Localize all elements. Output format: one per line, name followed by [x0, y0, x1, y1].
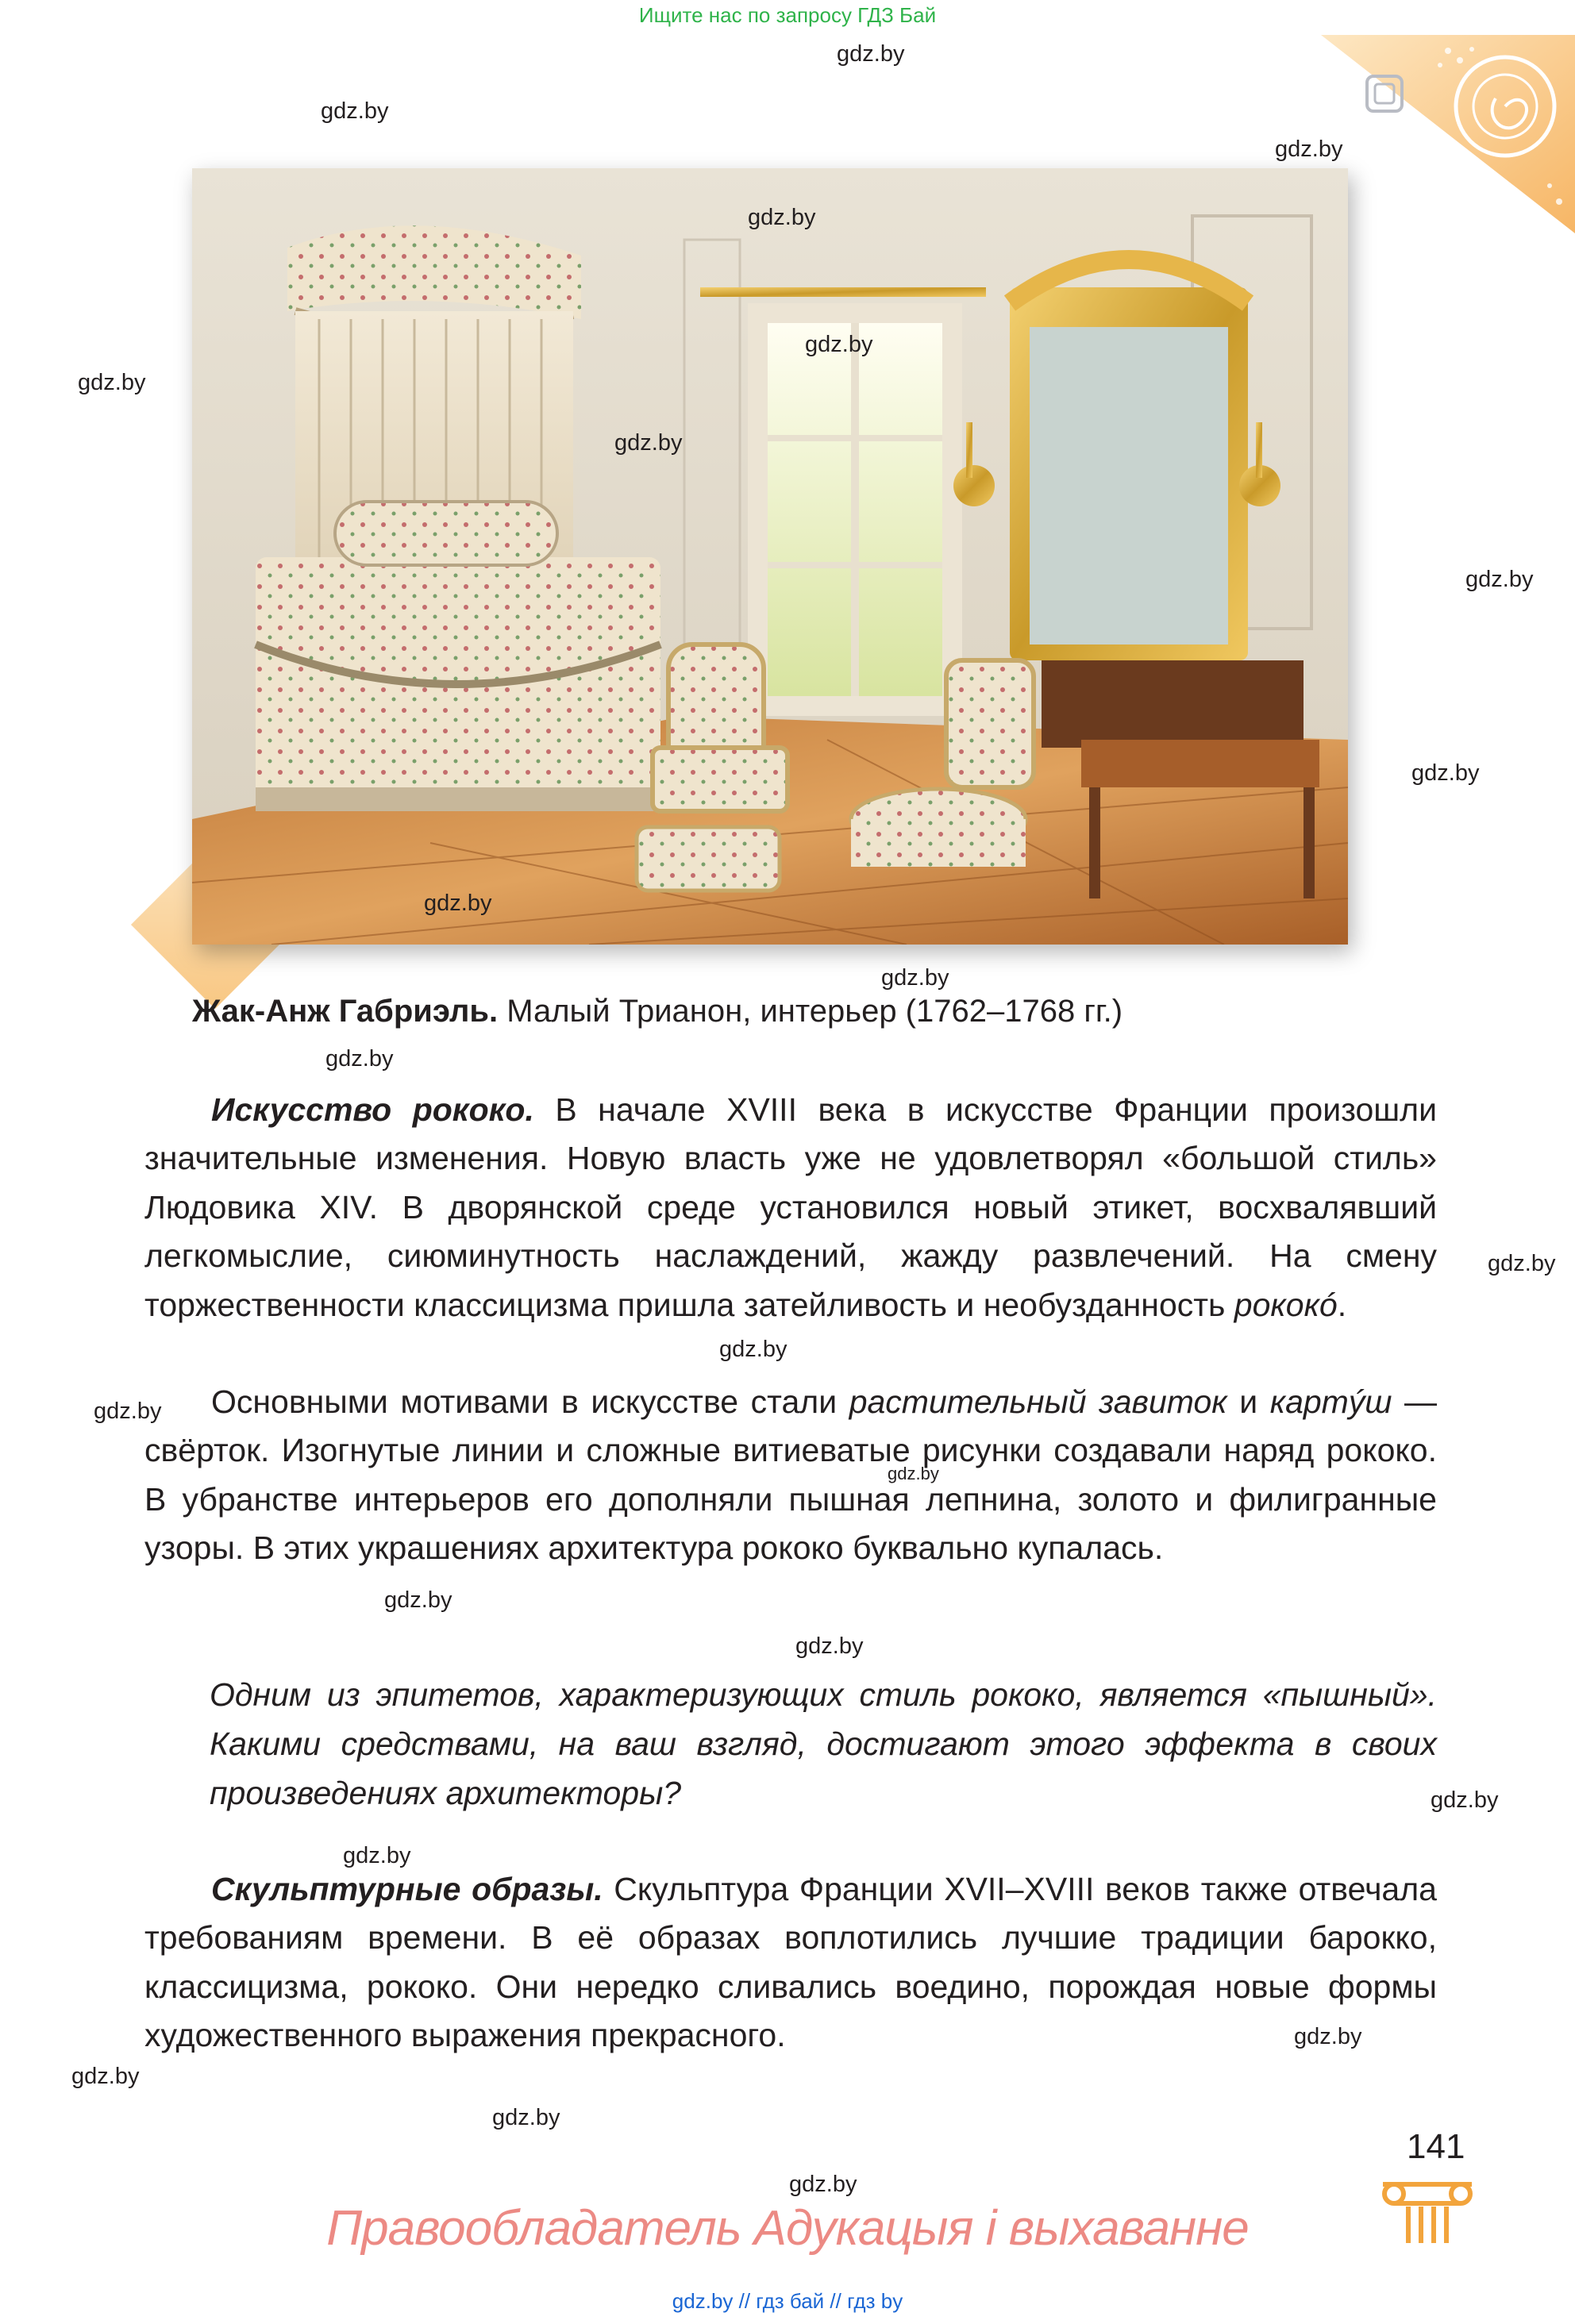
paragraph-text: В начале XVIII века в искусстве Франции произошли значительные изменения. Новую власть уже не удовлетворял «большой стиль» Людовика XIV. В дворянской среде установился новый этикет, восхвалявший легкомыслие, сиюминутность наслаждений, жажду развлечений. На смену торжественности классицизма пришла затейливость и необузданность: [144, 1091, 1437, 1323]
paragraph-text: Скульптура Франции XVII–XVIII веков также отвечала требованиям времени. В её образах воплотились лучшие традиции барокко, классицизма, рококо. Они нередко сливались воедино, порождая новые формы художественного выражения прекрасного.: [144, 1871, 1437, 2054]
watermark: gdz.by: [805, 332, 873, 357]
watermark: gdz.by: [888, 1464, 939, 1483]
copyright-notice: Правообладатель Адукацыя і выхаванне: [326, 2201, 1249, 2256]
watermark: gdz.by: [795, 1633, 864, 1659]
watermark: gdz.by: [321, 98, 389, 124]
footer-links[interactable]: gdz.by // гдз бай // гдз by: [672, 2289, 903, 2313]
page-number: 141: [1407, 2127, 1465, 2166]
term-plant-curl: растительный завиток: [849, 1383, 1227, 1420]
section-heading-rococo: Искусство рококо.: [211, 1091, 534, 1128]
paragraph-text: Основными мотивами в искусстве стали: [211, 1383, 838, 1420]
caption-text: Малый Трианон, интерьер (1762–1768 гг.): [506, 994, 1123, 1029]
paragraph-text: и: [1239, 1383, 1258, 1420]
interior-photo: [192, 168, 1348, 945]
term-cartouche: картýш: [1269, 1383, 1392, 1420]
paragraph-rococo-art: [144, 1086, 1437, 1329]
watermark: gdz.by: [384, 1587, 452, 1613]
paragraph-end: .: [1337, 1286, 1347, 1323]
watermark: gdz.by: [789, 2172, 857, 2197]
watermark: gdz.by: [748, 205, 816, 230]
watermark: gdz.by: [71, 2064, 140, 2089]
watermark: gdz.by: [1488, 1251, 1556, 1276]
watermark: gdz.by: [424, 891, 492, 916]
caption-author: Жак-Анж Габриэль.: [192, 994, 499, 1029]
watermark: gdz.by: [1431, 1787, 1499, 1813]
term-rococo: рококó: [1234, 1286, 1338, 1323]
watermark: gdz.by: [1294, 2024, 1362, 2049]
watermark: gdz.by: [1465, 567, 1534, 592]
watermark: gdz.by: [837, 41, 905, 67]
watermark: gdz.by: [343, 1843, 411, 1868]
watermark: gdz.by: [78, 370, 146, 395]
watermark: gdz.by: [94, 1399, 162, 1424]
watermark: gdz.by: [614, 430, 683, 456]
photo-caption: [192, 994, 1123, 1029]
section-heading-sculpture: Скульптурные образы.: [211, 1871, 603, 1907]
watermark: gdz.by: [492, 2105, 560, 2130]
watermark: gdz.by: [325, 1046, 394, 1072]
top-banner: Ищите нас по запросу ГДЗ Бай: [638, 3, 937, 27]
paragraph-sculpture: [144, 1865, 1437, 2060]
watermark: gdz.by: [719, 1337, 788, 1362]
watermark: gdz.by: [1411, 760, 1480, 786]
question-block: Одним из эпитетов, характеризующих стиль рококо, является «пышный». Какими средствами, на ваш взгляд, достигают этого эффекта в своих произведениях архитекторы?: [210, 1676, 1437, 1811]
paragraph-motifs: [144, 1378, 1437, 1573]
watermark: gdz.by: [881, 965, 949, 991]
ornament-corner-icon: [1321, 35, 1575, 233]
watermark: gdz.by: [1275, 137, 1343, 162]
paragraph-text: — свёрток. Изогнутые линии и сложные витиеватые рисунки создавали наряд рококо. В убранстве интерьеров его дополняли пышная лепнина, золото и филигранные узоры. В этих украшениях архитектура рококо буквально купалась.: [144, 1383, 1437, 1567]
